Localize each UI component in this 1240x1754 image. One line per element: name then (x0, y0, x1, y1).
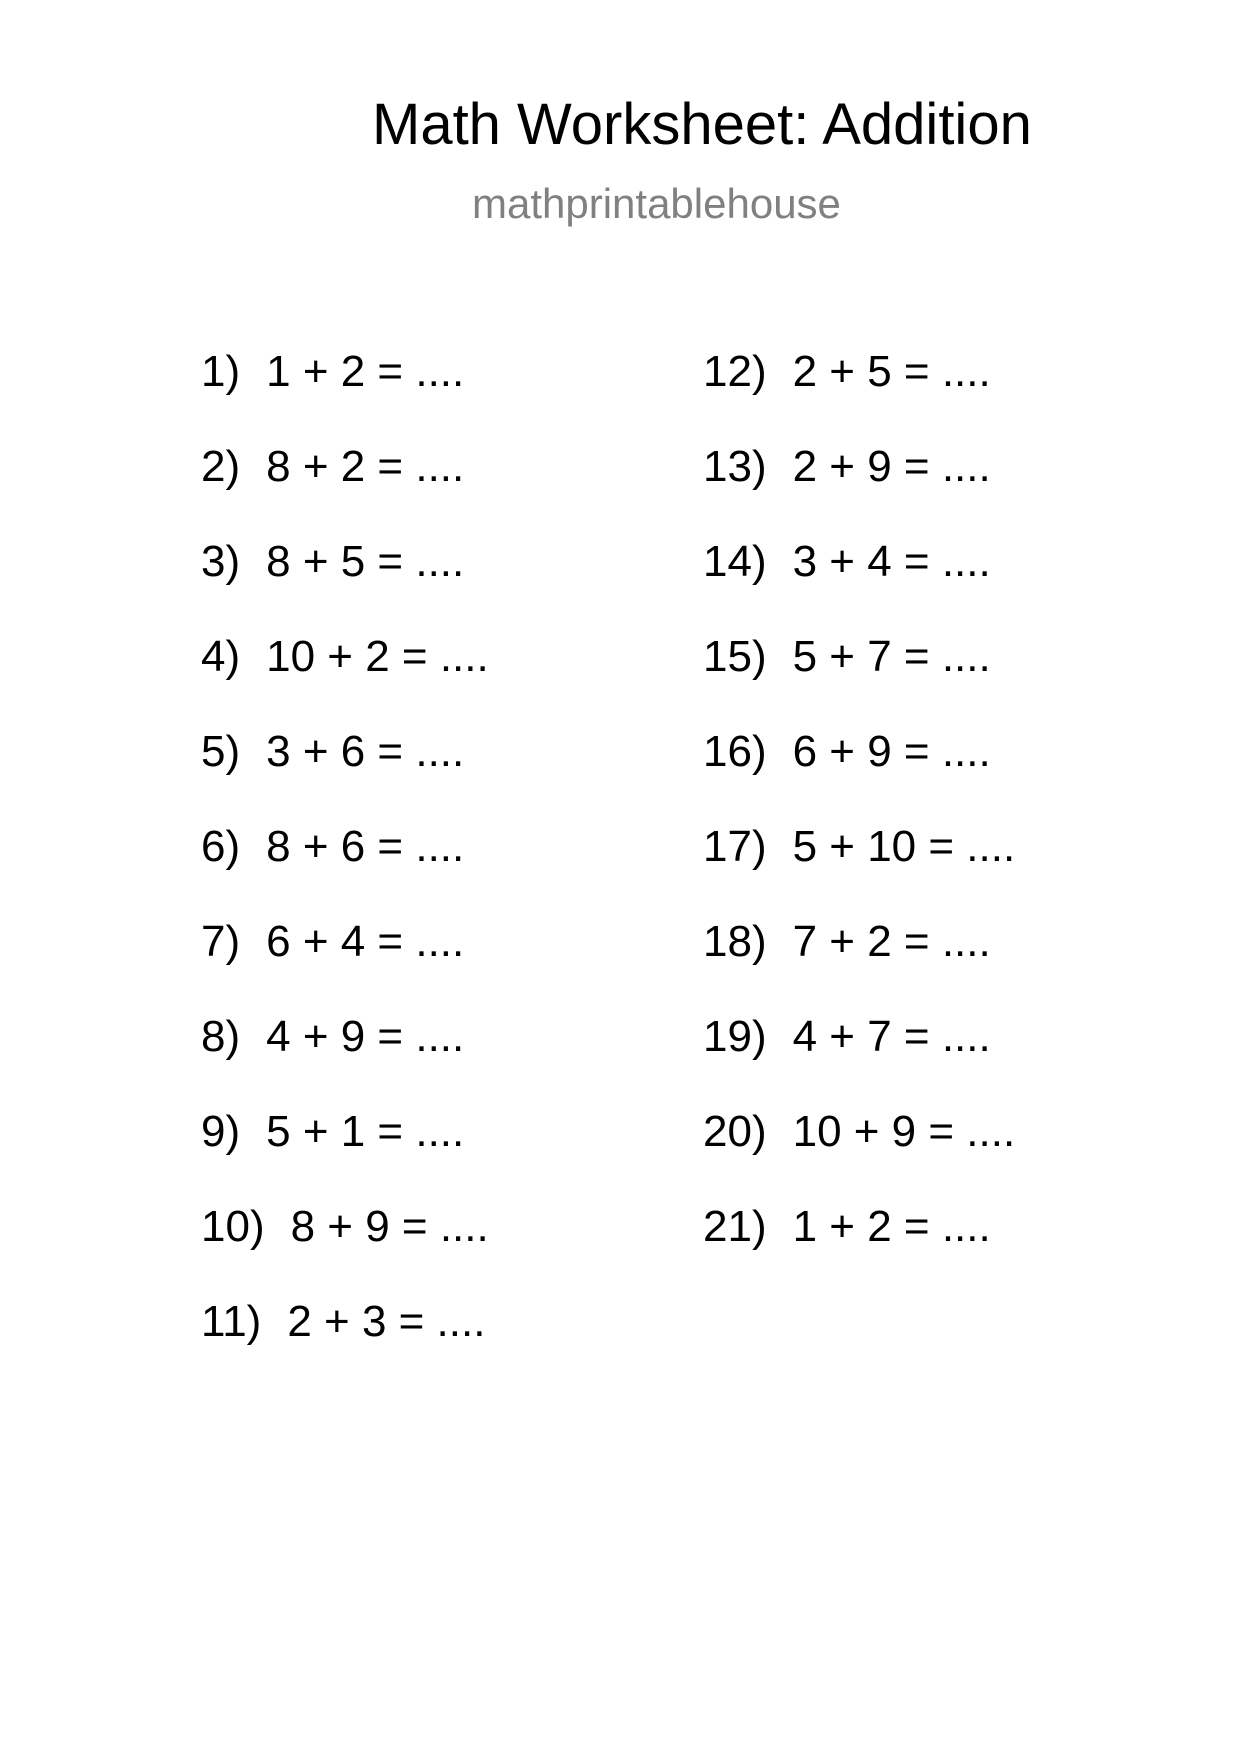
problem-item (703, 727, 1015, 825)
problem-number: 13) (703, 442, 767, 491)
problem-number: 5) (201, 727, 241, 776)
problems-column-left (201, 347, 489, 1395)
problem-expression: 10 + 2 = .... (266, 632, 489, 681)
worksheet-subtitle: mathprintablehouse (472, 180, 841, 227)
problem-number: 8) (201, 1012, 241, 1061)
problem-expression: 8 + 9 = .... (290, 1202, 489, 1251)
problem-item (201, 632, 489, 730)
worksheet-title: Math Worksheet: Addition (372, 92, 1032, 157)
problem-number: 20) (703, 1107, 767, 1156)
problem-expression: 6 + 4 = .... (266, 917, 465, 966)
problem-number: 21) (703, 1202, 767, 1251)
problem-item (703, 442, 1015, 540)
problem-expression: 7 + 2 = .... (792, 917, 991, 966)
problems-column-right (703, 347, 1016, 1300)
problem-item (703, 917, 1015, 1015)
problem-expression: 3 + 4 = .... (792, 537, 991, 586)
problem-number: 14) (703, 537, 767, 586)
problem-expression: 4 + 9 = .... (266, 1012, 465, 1061)
problem-expression: 4 + 7 = .... (792, 1012, 991, 1061)
problem-item (201, 917, 489, 1015)
problem-item (201, 1012, 489, 1110)
problem-number: 6) (201, 822, 241, 871)
problem-item (703, 1012, 1015, 1110)
problem-expression: 1 + 2 = .... (266, 347, 465, 396)
problem-item (201, 1202, 489, 1300)
problem-item (703, 1107, 1016, 1205)
problem-expression: 8 + 2 = .... (266, 442, 465, 491)
problem-expression: 8 + 6 = .... (266, 822, 465, 871)
problem-item (703, 822, 1016, 920)
problem-number: 4) (201, 632, 241, 681)
problem-item (703, 537, 1015, 635)
problem-item (201, 347, 489, 445)
problem-expression: 3 + 6 = .... (266, 727, 465, 776)
problem-item (201, 727, 489, 825)
problem-expression: 2 + 9 = .... (792, 442, 991, 491)
problem-number: 18) (703, 917, 767, 966)
problem-item (201, 1297, 489, 1395)
problem-item (201, 442, 489, 540)
problem-expression: 6 + 9 = .... (792, 727, 991, 776)
problem-number: 11) (201, 1297, 262, 1346)
problem-item (703, 347, 1015, 445)
problem-expression: 2 + 3 = .... (287, 1297, 486, 1346)
problem-expression: 8 + 5 = .... (266, 537, 465, 586)
problem-number: 10) (201, 1202, 265, 1251)
problem-expression: 5 + 1 = .... (266, 1107, 465, 1156)
problem-item (703, 632, 1015, 730)
problem-number: 9) (201, 1107, 241, 1156)
problem-number: 7) (201, 917, 241, 966)
problem-item (201, 1107, 489, 1205)
problem-number: 17) (703, 822, 767, 871)
problem-expression: 5 + 7 = .... (792, 632, 991, 681)
problem-number: 16) (703, 727, 767, 776)
problem-number: 3) (201, 537, 241, 586)
problem-item (703, 1202, 1015, 1300)
problem-number: 2) (201, 442, 241, 491)
problem-expression: 2 + 5 = .... (792, 347, 991, 396)
problem-number: 1) (201, 347, 241, 396)
problem-item (201, 822, 489, 920)
problem-expression: 1 + 2 = .... (792, 1202, 991, 1251)
problem-expression: 5 + 10 = .... (792, 822, 1016, 871)
problem-number: 19) (703, 1012, 767, 1061)
problem-number: 12) (703, 347, 767, 396)
problem-number: 15) (703, 632, 767, 681)
problem-item (201, 537, 489, 635)
problem-expression: 10 + 9 = .... (792, 1107, 1016, 1156)
